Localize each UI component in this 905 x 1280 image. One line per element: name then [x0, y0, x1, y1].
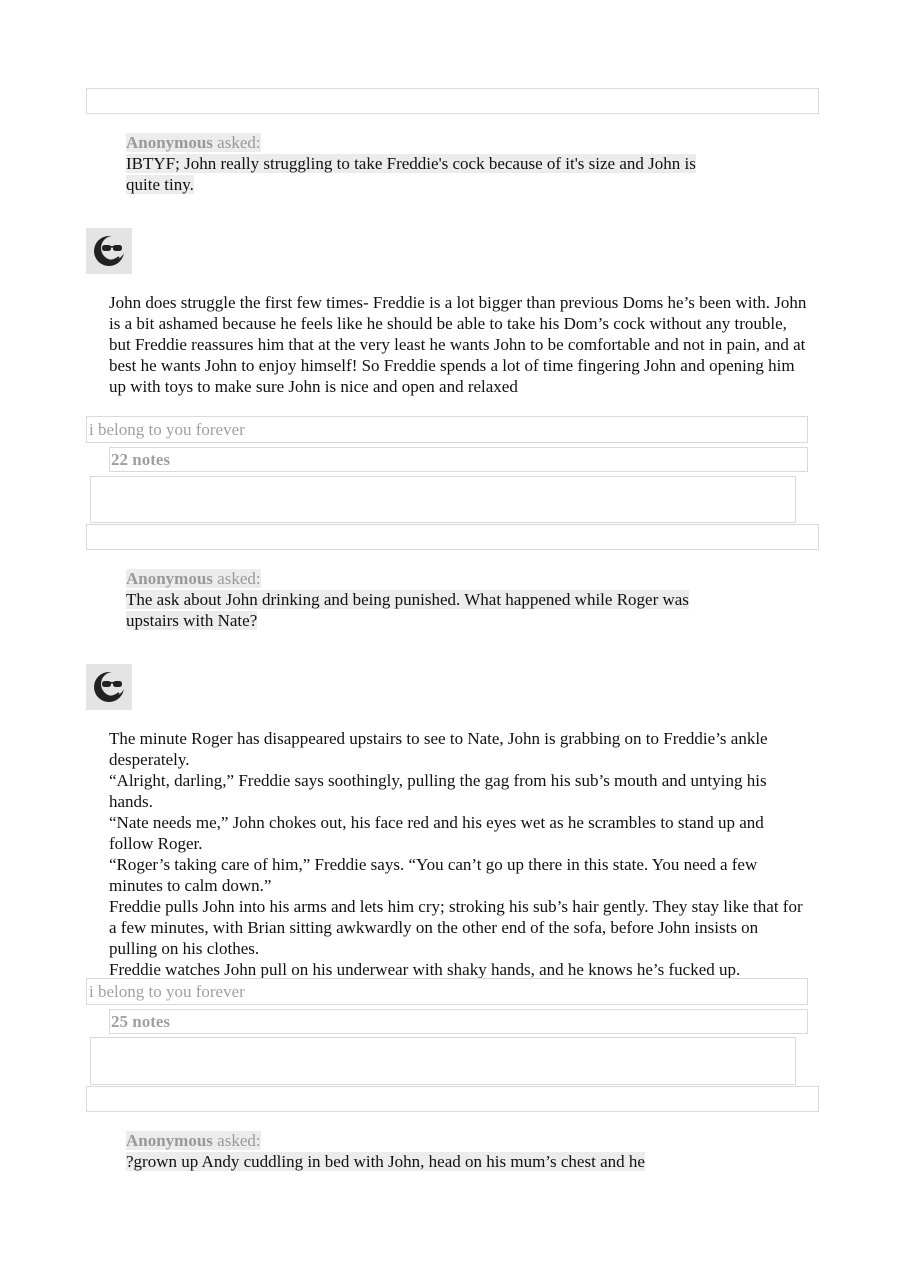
notes-count[interactable]: 25 notes [109, 1009, 808, 1034]
ask-question: IBTYF; John really struggling to take Freddie's cock because of it's size and John is quite tiny. [126, 154, 696, 194]
asked-label: asked: [213, 569, 261, 588]
post-header-box [86, 524, 819, 550]
post-footer-box [90, 476, 796, 523]
ask-header [126, 132, 706, 153]
asked-label: asked: [213, 133, 261, 152]
post-footer-box [90, 1037, 796, 1085]
notes-count[interactable]: 22 notes [109, 447, 808, 472]
ask-header [126, 568, 706, 589]
ask-question: ?grown up Andy cuddling in bed with John, head on his mum’s chest and he [126, 1152, 645, 1171]
answer-paragraph: “Alright, darling,” Freddie says soothingly, pulling the gag from his sub’s mouth and untying his hands. [109, 771, 767, 811]
blog-name-link[interactable]: i belong to you forever [86, 416, 808, 443]
answer-paragraph: Freddie pulls John into his arms and lets him cry; stroking his sub’s hair gently. They stay like that for a few minutes, with Brian sitting awkwardly on the other end of the sofa, before John insists on pulling on his clothes. [109, 897, 803, 958]
answer-body [109, 292, 809, 397]
answer-paragraph: Freddie watches John pull on his underwear with shaky hands, and he knows he’s fucked up. [109, 960, 741, 979]
ask-question: The ask about John drinking and being punished. What happened while Roger was upstairs with Nate? [126, 590, 689, 630]
avatar[interactable] [86, 664, 132, 710]
answer-paragraph: John does struggle the first few times- Freddie is a lot bigger than previous Doms he’s been with. John is a bit ashamed because he feels like he should be able to take his Dom’s cock without any trouble, but Freddie reassures him that at the very least he wants John to be comfortable and not in pain, and at best he wants John to enjoy himself! So Freddie spends a lot of time fingering John and opening him up with toys to make sure John is nice and open and relaxed [109, 293, 807, 396]
answer-body [109, 728, 809, 980]
asker-name[interactable]: Anonymous [126, 1131, 213, 1150]
ask-header [126, 1130, 706, 1151]
asker-name[interactable]: Anonymous [126, 133, 213, 152]
answer-paragraph: “Roger’s taking care of him,” Freddie says. “You can’t go up there in this state. You need a few minutes to calm down.” [109, 855, 758, 895]
answer-paragraph: “Nate needs me,” John chokes out, his face red and his eyes wet as he scrambles to stand up and follow Roger. [109, 813, 764, 853]
sunglasses-smiley-icon [86, 664, 132, 710]
asker-name[interactable]: Anonymous [126, 569, 213, 588]
asked-label: asked: [213, 1131, 261, 1150]
blog-name-link[interactable]: i belong to you forever [86, 978, 808, 1005]
sunglasses-smiley-icon [86, 228, 132, 274]
answer-paragraph: The minute Roger has disappeared upstairs to see to Nate, John is grabbing on to Freddie’s ankle desperately. [109, 729, 768, 769]
avatar[interactable] [86, 228, 132, 274]
post-header-box [86, 1086, 819, 1112]
post-header-box [86, 88, 819, 114]
